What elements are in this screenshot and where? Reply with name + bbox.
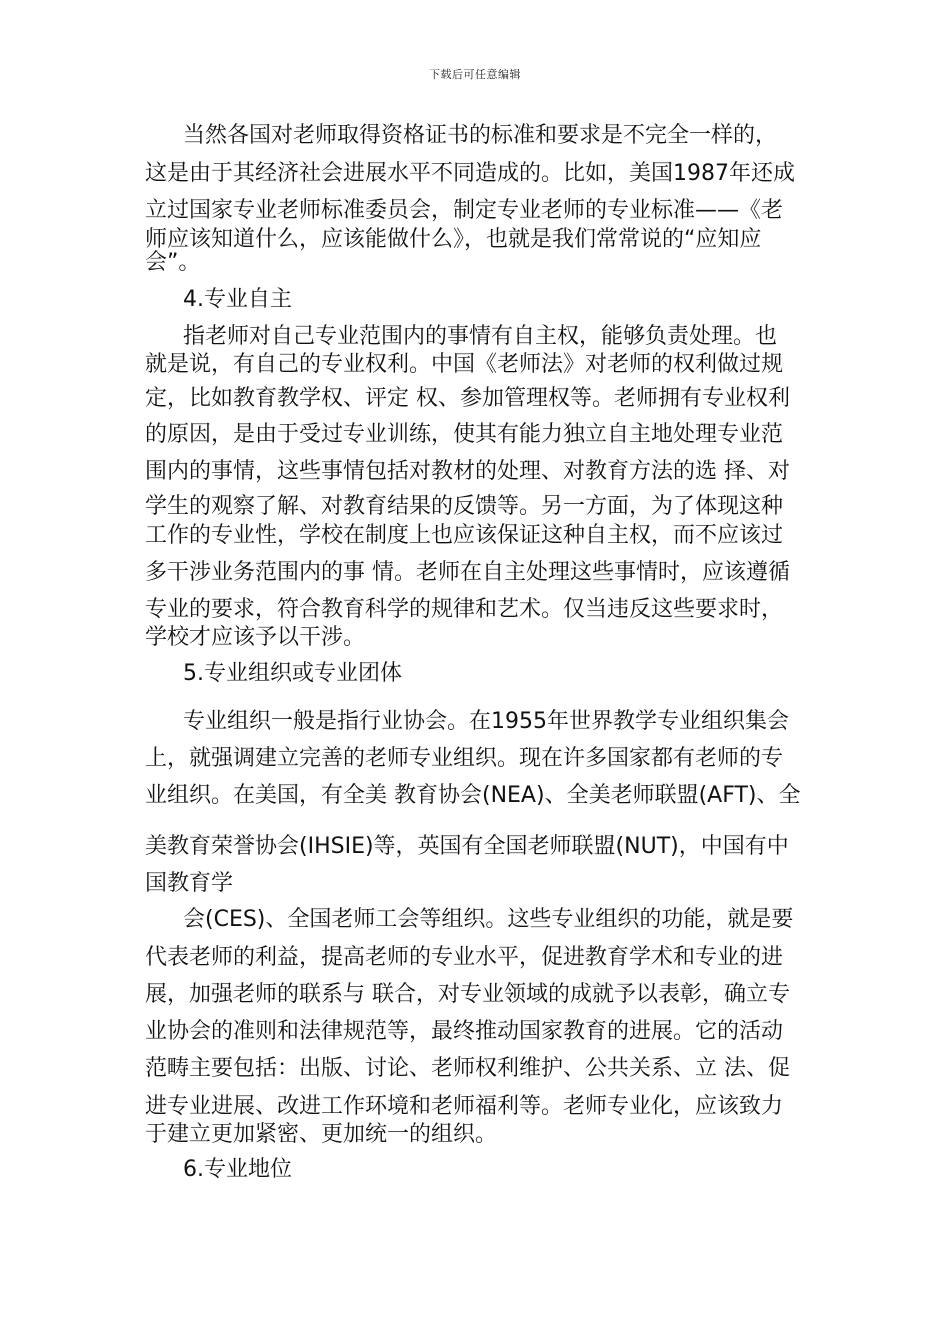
paragraph-line: 师应该知道什么，应该能做什么》，也就是我们常常说的“应知应 (145, 227, 762, 252)
paragraph-line: 多干涉业务范围内的事 情。老师在自主处理这些事情时，应该遵循 (145, 560, 790, 585)
paragraph-line: 定，比如教育教学权、评定 权、参加管理权等。老师拥有专业权利 (145, 386, 790, 411)
header-note: 下载后可任意编辑 (429, 68, 521, 81)
paragraph-line: 于建立更加紧密、更加统一的组织。 (145, 1122, 498, 1147)
paragraph-line: 指老师对自己专业范围内的事情有自主权，能够负责处理。也 (183, 324, 778, 349)
paragraph-line: 进专业进展、改进工作环境和老师福利等。老师专业化，应该致力 (145, 1094, 784, 1119)
section-heading: 6.专业地位 (183, 1157, 292, 1182)
paragraph-line: 上，就强调建立完善的老师专业组织。现在许多国家都有老师的专 (145, 746, 784, 771)
paragraph-line: 学校才应该予以干涉。 (145, 625, 366, 650)
paragraph-line: 美教育荣誉协会(IHSIE)等，英国有全国老师联盟(NUT)，中国有中 (145, 834, 789, 859)
paragraph-line: 展，加强老师的联系与 联合，对专业领域的成就予以表彰，确立专 (145, 982, 790, 1007)
paragraph-line: 代表老师的利益，提高老师的专业水平，促进教育学术和专业的进 (145, 945, 784, 970)
paragraph-line: 国教育学 (145, 871, 234, 896)
paragraph-line: 会”。 (145, 250, 201, 275)
paragraph-line: 业组织。在美国，有全美 教育协会(NEA)、全美老师联盟(AFT)、全 (145, 783, 801, 808)
paragraph-line: 就是说，有自己的专业权利。中国《老师法》对老师的权利做过规 (145, 352, 784, 377)
paragraph-line: 当然各国对老师取得资格证书的标准和要求是不完全一样的， (183, 123, 778, 148)
section-heading: 4.专业自主 (183, 287, 292, 312)
paragraph-line: 立过国家专业老师标准委员会，制定专业老师的专业标准——《老 (145, 198, 784, 223)
section-heading: 5.专业组织或专业团体 (183, 661, 402, 686)
paragraph-line: 范畴主要包括：出版、讨论、老师权利维护、公共关系、立 法、促 (145, 1056, 790, 1081)
paragraph-line: 专业的要求，符合教育科学的规律和艺术。仅当违反这些要求时， (145, 597, 784, 622)
paragraph-line: 专业组织一般是指行业协会。在1955年世界教学专业组织集会 (183, 709, 789, 734)
paragraph-line: 的原因，是由于受过专业训练，使其有能力独立自主地处理专业范 (145, 422, 784, 447)
paragraph-line: 会(CES)、全国老师工会等组织。这些专业组织的功能，就是要 (183, 907, 794, 932)
paragraph-line: 业协会的准则和法律规范等，最终推动国家教育的进展。它的活动 (145, 1019, 784, 1044)
paragraph-line: 围内的事情，这些事情包括对教材的处理、对教育方法的选 择、对 (145, 459, 790, 484)
paragraph-line: 工作的专业性，学校在制度上也应该保证这种自主权，而不应该过 (145, 523, 784, 548)
paragraph-line: 这是由于其经济社会进展水平不同造成的。比如，美国1987年还成 (145, 161, 795, 186)
paragraph-line: 学生的观察了解、对教育结果的反馈等。另一方面，为了体现这种 (145, 494, 784, 519)
